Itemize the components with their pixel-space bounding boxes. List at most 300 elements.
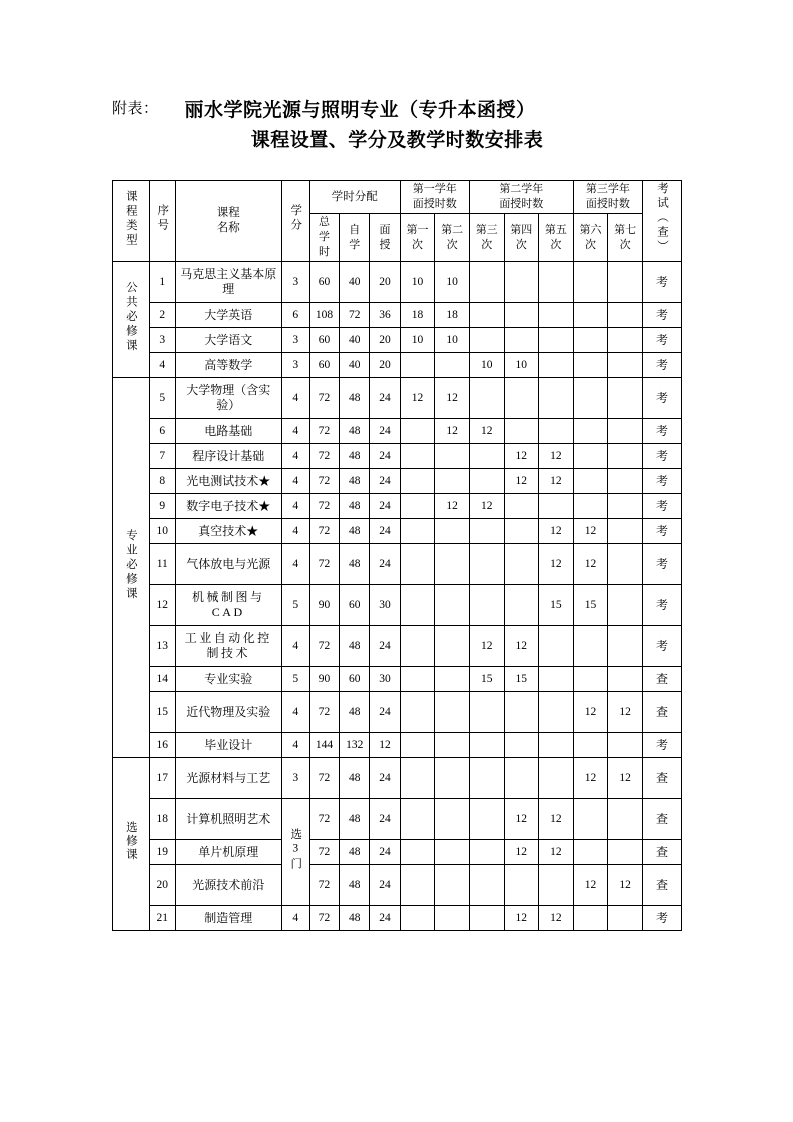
session-3 bbox=[469, 378, 504, 419]
session-7 bbox=[608, 519, 643, 544]
session-3: 12 bbox=[469, 419, 504, 444]
course-name: 近代物理及实验 bbox=[175, 692, 281, 733]
hours-face: 20 bbox=[370, 353, 400, 378]
session-4: 10 bbox=[504, 353, 539, 378]
hours-self: 60 bbox=[340, 585, 370, 626]
table-row bbox=[113, 262, 682, 303]
session-7 bbox=[608, 626, 643, 667]
session-3 bbox=[469, 799, 504, 840]
session-2: 10 bbox=[435, 262, 470, 303]
session-3: 15 bbox=[469, 667, 504, 692]
credit: 5 bbox=[281, 667, 309, 692]
header-credit bbox=[281, 181, 309, 262]
session-5: 12 bbox=[539, 799, 574, 840]
session-5 bbox=[539, 667, 574, 692]
session-7: 12 bbox=[608, 865, 643, 906]
session-7: 12 bbox=[608, 758, 643, 799]
header-hours-face: 面 授 bbox=[370, 214, 400, 262]
hours-self: 48 bbox=[340, 799, 370, 840]
hours-total: 72 bbox=[309, 865, 339, 906]
header-course-name bbox=[175, 181, 281, 262]
course-name: 气体放电与光源 bbox=[175, 544, 281, 585]
session-1 bbox=[400, 667, 435, 692]
table-row bbox=[113, 494, 682, 519]
session-4: 12 bbox=[504, 626, 539, 667]
session-2 bbox=[435, 544, 470, 585]
session-1 bbox=[400, 626, 435, 667]
session-6: 12 bbox=[573, 692, 608, 733]
hours-self: 48 bbox=[340, 692, 370, 733]
hours-self: 48 bbox=[340, 469, 370, 494]
hours-face: 20 bbox=[370, 262, 400, 303]
session-4: 12 bbox=[504, 469, 539, 494]
hours-face: 24 bbox=[370, 519, 400, 544]
hours-face: 30 bbox=[370, 667, 400, 692]
session-5 bbox=[539, 494, 574, 519]
hours-face: 24 bbox=[370, 799, 400, 840]
hours-total: 72 bbox=[309, 906, 339, 931]
hours-total: 72 bbox=[309, 544, 339, 585]
hours-self: 48 bbox=[340, 519, 370, 544]
credit: 4 bbox=[281, 733, 309, 758]
row-index: 4 bbox=[149, 353, 175, 378]
table-row bbox=[113, 667, 682, 692]
exam-type: 查 bbox=[642, 840, 681, 865]
hours-total: 72 bbox=[309, 519, 339, 544]
hours-self: 60 bbox=[340, 667, 370, 692]
credit: 4 bbox=[281, 494, 309, 519]
row-index: 2 bbox=[149, 303, 175, 328]
session-1 bbox=[400, 799, 435, 840]
exam-type: 查 bbox=[642, 667, 681, 692]
session-1: 10 bbox=[400, 328, 435, 353]
exam-type: 考 bbox=[642, 469, 681, 494]
category-label: 选修课 bbox=[124, 821, 137, 862]
hours-total: 72 bbox=[309, 419, 339, 444]
course-name: 光源技术前沿 bbox=[175, 865, 281, 906]
hours-self: 48 bbox=[340, 840, 370, 865]
row-index: 8 bbox=[149, 469, 175, 494]
row-index: 20 bbox=[149, 865, 175, 906]
session-2 bbox=[435, 906, 470, 931]
header-session-4: 第四 次 bbox=[504, 214, 539, 262]
header-year3: 第三学年 面授时数 bbox=[573, 181, 642, 214]
session-4 bbox=[504, 303, 539, 328]
course-name: 真空技术★ bbox=[175, 519, 281, 544]
table-row bbox=[113, 544, 682, 585]
table-row bbox=[113, 328, 682, 353]
session-5: 12 bbox=[539, 469, 574, 494]
credit: 4 bbox=[281, 419, 309, 444]
session-6 bbox=[573, 353, 608, 378]
session-5 bbox=[539, 328, 574, 353]
credit: 4 bbox=[281, 378, 309, 419]
session-3 bbox=[469, 733, 504, 758]
session-6 bbox=[573, 262, 608, 303]
session-7 bbox=[608, 585, 643, 626]
session-5 bbox=[539, 353, 574, 378]
session-2 bbox=[435, 469, 470, 494]
session-4: 12 bbox=[504, 840, 539, 865]
session-1 bbox=[400, 544, 435, 585]
session-5 bbox=[539, 692, 574, 733]
exam-type: 考 bbox=[642, 444, 681, 469]
session-6 bbox=[573, 733, 608, 758]
session-3 bbox=[469, 303, 504, 328]
table-row bbox=[113, 799, 682, 840]
credit: 3 bbox=[281, 758, 309, 799]
session-7 bbox=[608, 667, 643, 692]
session-4 bbox=[504, 378, 539, 419]
hours-face: 36 bbox=[370, 303, 400, 328]
session-6 bbox=[573, 840, 608, 865]
session-7 bbox=[608, 469, 643, 494]
session-6: 12 bbox=[573, 519, 608, 544]
course-name: 大学语文 bbox=[175, 328, 281, 353]
hours-total: 72 bbox=[309, 444, 339, 469]
hours-total: 108 bbox=[309, 303, 339, 328]
credit: 6 bbox=[281, 303, 309, 328]
session-3: 12 bbox=[469, 494, 504, 519]
session-6: 12 bbox=[573, 758, 608, 799]
hours-total: 60 bbox=[309, 262, 339, 303]
header-session-1: 第一 次 bbox=[400, 214, 435, 262]
session-7: 12 bbox=[608, 692, 643, 733]
session-4 bbox=[504, 419, 539, 444]
session-1 bbox=[400, 758, 435, 799]
row-index: 19 bbox=[149, 840, 175, 865]
table-row bbox=[113, 419, 682, 444]
table-row bbox=[113, 444, 682, 469]
session-2 bbox=[435, 519, 470, 544]
session-7 bbox=[608, 444, 643, 469]
session-5 bbox=[539, 626, 574, 667]
course-name: 大学英语 bbox=[175, 303, 281, 328]
hours-self: 48 bbox=[340, 444, 370, 469]
hours-face: 24 bbox=[370, 840, 400, 865]
session-3: 12 bbox=[469, 626, 504, 667]
row-index: 15 bbox=[149, 692, 175, 733]
row-index: 1 bbox=[149, 262, 175, 303]
session-7 bbox=[608, 733, 643, 758]
hours-self: 48 bbox=[340, 544, 370, 585]
session-6 bbox=[573, 328, 608, 353]
session-4 bbox=[504, 758, 539, 799]
session-7 bbox=[608, 328, 643, 353]
header-session-2: 第二 次 bbox=[435, 214, 470, 262]
session-6: 12 bbox=[573, 544, 608, 585]
hours-face: 24 bbox=[370, 544, 400, 585]
session-2 bbox=[435, 626, 470, 667]
session-3 bbox=[469, 262, 504, 303]
row-index: 12 bbox=[149, 585, 175, 626]
hours-self: 48 bbox=[340, 906, 370, 931]
table-row bbox=[113, 469, 682, 494]
row-index: 10 bbox=[149, 519, 175, 544]
session-7 bbox=[608, 494, 643, 519]
hours-self: 48 bbox=[340, 494, 370, 519]
hours-total: 72 bbox=[309, 626, 339, 667]
table-row bbox=[113, 758, 682, 799]
table-row bbox=[113, 353, 682, 378]
session-3 bbox=[469, 519, 504, 544]
session-4 bbox=[504, 865, 539, 906]
hours-face: 24 bbox=[370, 444, 400, 469]
session-3 bbox=[469, 865, 504, 906]
hours-face: 24 bbox=[370, 419, 400, 444]
exam-type: 考 bbox=[642, 419, 681, 444]
hours-face: 24 bbox=[370, 626, 400, 667]
session-4 bbox=[504, 733, 539, 758]
course-name: 高等数学 bbox=[175, 353, 281, 378]
exam-type: 考 bbox=[642, 626, 681, 667]
session-4 bbox=[504, 692, 539, 733]
session-2 bbox=[435, 667, 470, 692]
course-name: 单片机原理 bbox=[175, 840, 281, 865]
session-1 bbox=[400, 444, 435, 469]
session-5 bbox=[539, 378, 574, 419]
exam-type: 考 bbox=[642, 733, 681, 758]
document-title-line2: 课程设置、学分及教学时数安排表 bbox=[250, 130, 544, 151]
header-exam-text: 考试（查） bbox=[655, 182, 668, 255]
session-6: 12 bbox=[573, 865, 608, 906]
exam-type: 考 bbox=[642, 353, 681, 378]
row-index: 16 bbox=[149, 733, 175, 758]
session-4: 12 bbox=[504, 444, 539, 469]
course-name: 专业实验 bbox=[175, 667, 281, 692]
course-name: 大学物理（含实验） bbox=[175, 378, 281, 419]
row-index: 14 bbox=[149, 667, 175, 692]
session-7 bbox=[608, 303, 643, 328]
hours-face: 24 bbox=[370, 494, 400, 519]
course-name: 制造管理 bbox=[175, 906, 281, 931]
header-hours-group: 学时分配 bbox=[309, 181, 400, 214]
row-index: 3 bbox=[149, 328, 175, 353]
session-2 bbox=[435, 585, 470, 626]
session-2 bbox=[435, 733, 470, 758]
session-7 bbox=[608, 378, 643, 419]
hours-self: 48 bbox=[340, 758, 370, 799]
course-name: 数字电子技术★ bbox=[175, 494, 281, 519]
session-3 bbox=[469, 758, 504, 799]
session-4 bbox=[504, 544, 539, 585]
hours-face: 24 bbox=[370, 906, 400, 931]
exam-type: 考 bbox=[642, 328, 681, 353]
header-index-text: 序号 bbox=[156, 204, 169, 233]
table-row bbox=[113, 733, 682, 758]
session-4 bbox=[504, 519, 539, 544]
hours-face: 24 bbox=[370, 758, 400, 799]
session-5 bbox=[539, 733, 574, 758]
hours-self: 72 bbox=[340, 303, 370, 328]
credit: 4 bbox=[281, 444, 309, 469]
credit: 4 bbox=[281, 692, 309, 733]
session-5: 12 bbox=[539, 544, 574, 585]
session-5: 15 bbox=[539, 585, 574, 626]
row-index: 9 bbox=[149, 494, 175, 519]
session-2 bbox=[435, 865, 470, 906]
header-year1: 第一学年 面授时数 bbox=[400, 181, 469, 214]
hours-face: 24 bbox=[370, 692, 400, 733]
category-cell-public-required bbox=[113, 262, 150, 378]
session-4 bbox=[504, 494, 539, 519]
course-name: 程序设计基础 bbox=[175, 444, 281, 469]
header-session-5: 第五 次 bbox=[539, 214, 574, 262]
session-1: 12 bbox=[400, 378, 435, 419]
header-hours-total: 总 学 时 bbox=[309, 214, 339, 262]
session-2: 12 bbox=[435, 494, 470, 519]
category-cell-major-required bbox=[113, 378, 150, 758]
session-6: 15 bbox=[573, 585, 608, 626]
hours-self: 48 bbox=[340, 378, 370, 419]
row-index: 6 bbox=[149, 419, 175, 444]
hours-face: 30 bbox=[370, 585, 400, 626]
exam-type: 查 bbox=[642, 865, 681, 906]
table-row bbox=[113, 378, 682, 419]
hours-total: 144 bbox=[309, 733, 339, 758]
course-name: 光源材料与工艺 bbox=[175, 758, 281, 799]
credit: 3 bbox=[281, 353, 309, 378]
course-name: 电路基础 bbox=[175, 419, 281, 444]
session-1 bbox=[400, 585, 435, 626]
exam-type: 考 bbox=[642, 378, 681, 419]
session-3 bbox=[469, 544, 504, 585]
session-6 bbox=[573, 906, 608, 931]
row-index: 5 bbox=[149, 378, 175, 419]
category-label: 专业必修课 bbox=[124, 528, 137, 602]
hours-total: 60 bbox=[309, 353, 339, 378]
credit: 4 bbox=[281, 469, 309, 494]
session-3: 10 bbox=[469, 353, 504, 378]
hours-self: 40 bbox=[340, 262, 370, 303]
credit: 4 bbox=[281, 519, 309, 544]
session-1 bbox=[400, 419, 435, 444]
session-6 bbox=[573, 494, 608, 519]
course-name: 光电测试技术★ bbox=[175, 469, 281, 494]
session-5 bbox=[539, 419, 574, 444]
session-7 bbox=[608, 840, 643, 865]
session-3 bbox=[469, 906, 504, 931]
hours-face: 20 bbox=[370, 328, 400, 353]
session-2 bbox=[435, 692, 470, 733]
session-1 bbox=[400, 733, 435, 758]
row-index: 7 bbox=[149, 444, 175, 469]
session-7 bbox=[608, 419, 643, 444]
credit: 4 bbox=[281, 906, 309, 931]
row-index: 17 bbox=[149, 758, 175, 799]
header-hours-self: 自 学 bbox=[340, 214, 370, 262]
hours-total: 72 bbox=[309, 758, 339, 799]
credit: 4 bbox=[281, 626, 309, 667]
title-row bbox=[0, 96, 793, 126]
hours-self: 48 bbox=[340, 865, 370, 906]
credit: 3 bbox=[281, 262, 309, 303]
hours-self: 132 bbox=[340, 733, 370, 758]
credit: 3 bbox=[281, 328, 309, 353]
session-2 bbox=[435, 840, 470, 865]
document-title-line1: 丽水学院光源与照明专业（专升本函授） bbox=[184, 100, 536, 121]
exam-type: 考 bbox=[642, 906, 681, 931]
session-4: 12 bbox=[504, 906, 539, 931]
hours-total: 90 bbox=[309, 667, 339, 692]
session-1: 18 bbox=[400, 303, 435, 328]
session-7 bbox=[608, 906, 643, 931]
header-credit-text: 学分 bbox=[289, 204, 302, 233]
row-index: 11 bbox=[149, 544, 175, 585]
session-6 bbox=[573, 667, 608, 692]
course-name: 机械制图与CAD bbox=[175, 585, 281, 626]
table-header-row-1 bbox=[113, 181, 682, 214]
session-2 bbox=[435, 799, 470, 840]
session-6 bbox=[573, 378, 608, 419]
course-name: 马克思主义基本原理 bbox=[175, 262, 281, 303]
row-index: 18 bbox=[149, 799, 175, 840]
hours-total: 60 bbox=[309, 328, 339, 353]
session-1 bbox=[400, 906, 435, 931]
elective-credit-note-text: 选3门 bbox=[289, 827, 302, 872]
exam-type: 考 bbox=[642, 544, 681, 585]
session-6 bbox=[573, 419, 608, 444]
session-1 bbox=[400, 469, 435, 494]
table-row bbox=[113, 865, 682, 906]
header-session-7: 第七 次 bbox=[608, 214, 643, 262]
exam-type: 考 bbox=[642, 585, 681, 626]
hours-self: 40 bbox=[340, 328, 370, 353]
session-1 bbox=[400, 494, 435, 519]
exam-type: 考 bbox=[642, 303, 681, 328]
hours-total: 72 bbox=[309, 469, 339, 494]
table-row bbox=[113, 906, 682, 931]
course-schedule-table bbox=[112, 180, 682, 931]
session-2: 10 bbox=[435, 328, 470, 353]
table-row bbox=[113, 585, 682, 626]
table-row bbox=[113, 626, 682, 667]
hours-total: 72 bbox=[309, 494, 339, 519]
session-1 bbox=[400, 519, 435, 544]
document-header bbox=[0, 96, 793, 156]
attachment-label: 附表： bbox=[112, 101, 159, 117]
session-6 bbox=[573, 469, 608, 494]
credit: 4 bbox=[281, 544, 309, 585]
session-7 bbox=[608, 799, 643, 840]
hours-self: 48 bbox=[340, 626, 370, 667]
exam-type: 考 bbox=[642, 494, 681, 519]
session-2 bbox=[435, 353, 470, 378]
hours-total: 72 bbox=[309, 840, 339, 865]
session-3 bbox=[469, 585, 504, 626]
header-index bbox=[149, 181, 175, 262]
exam-type: 考 bbox=[642, 519, 681, 544]
header-category-text: 课程类型 bbox=[124, 189, 137, 248]
row-index: 21 bbox=[149, 906, 175, 931]
hours-total: 90 bbox=[309, 585, 339, 626]
hours-total: 72 bbox=[309, 378, 339, 419]
exam-type: 考 bbox=[642, 262, 681, 303]
header-session-3: 第三 次 bbox=[469, 214, 504, 262]
session-2: 18 bbox=[435, 303, 470, 328]
header-course-name-text: 课程 名称 bbox=[216, 207, 240, 234]
session-3 bbox=[469, 444, 504, 469]
session-5 bbox=[539, 303, 574, 328]
session-7 bbox=[608, 262, 643, 303]
exam-type: 查 bbox=[642, 758, 681, 799]
session-6 bbox=[573, 444, 608, 469]
session-7 bbox=[608, 353, 643, 378]
table-row bbox=[113, 840, 682, 865]
session-6 bbox=[573, 626, 608, 667]
course-name: 毕业设计 bbox=[175, 733, 281, 758]
session-5: 12 bbox=[539, 519, 574, 544]
